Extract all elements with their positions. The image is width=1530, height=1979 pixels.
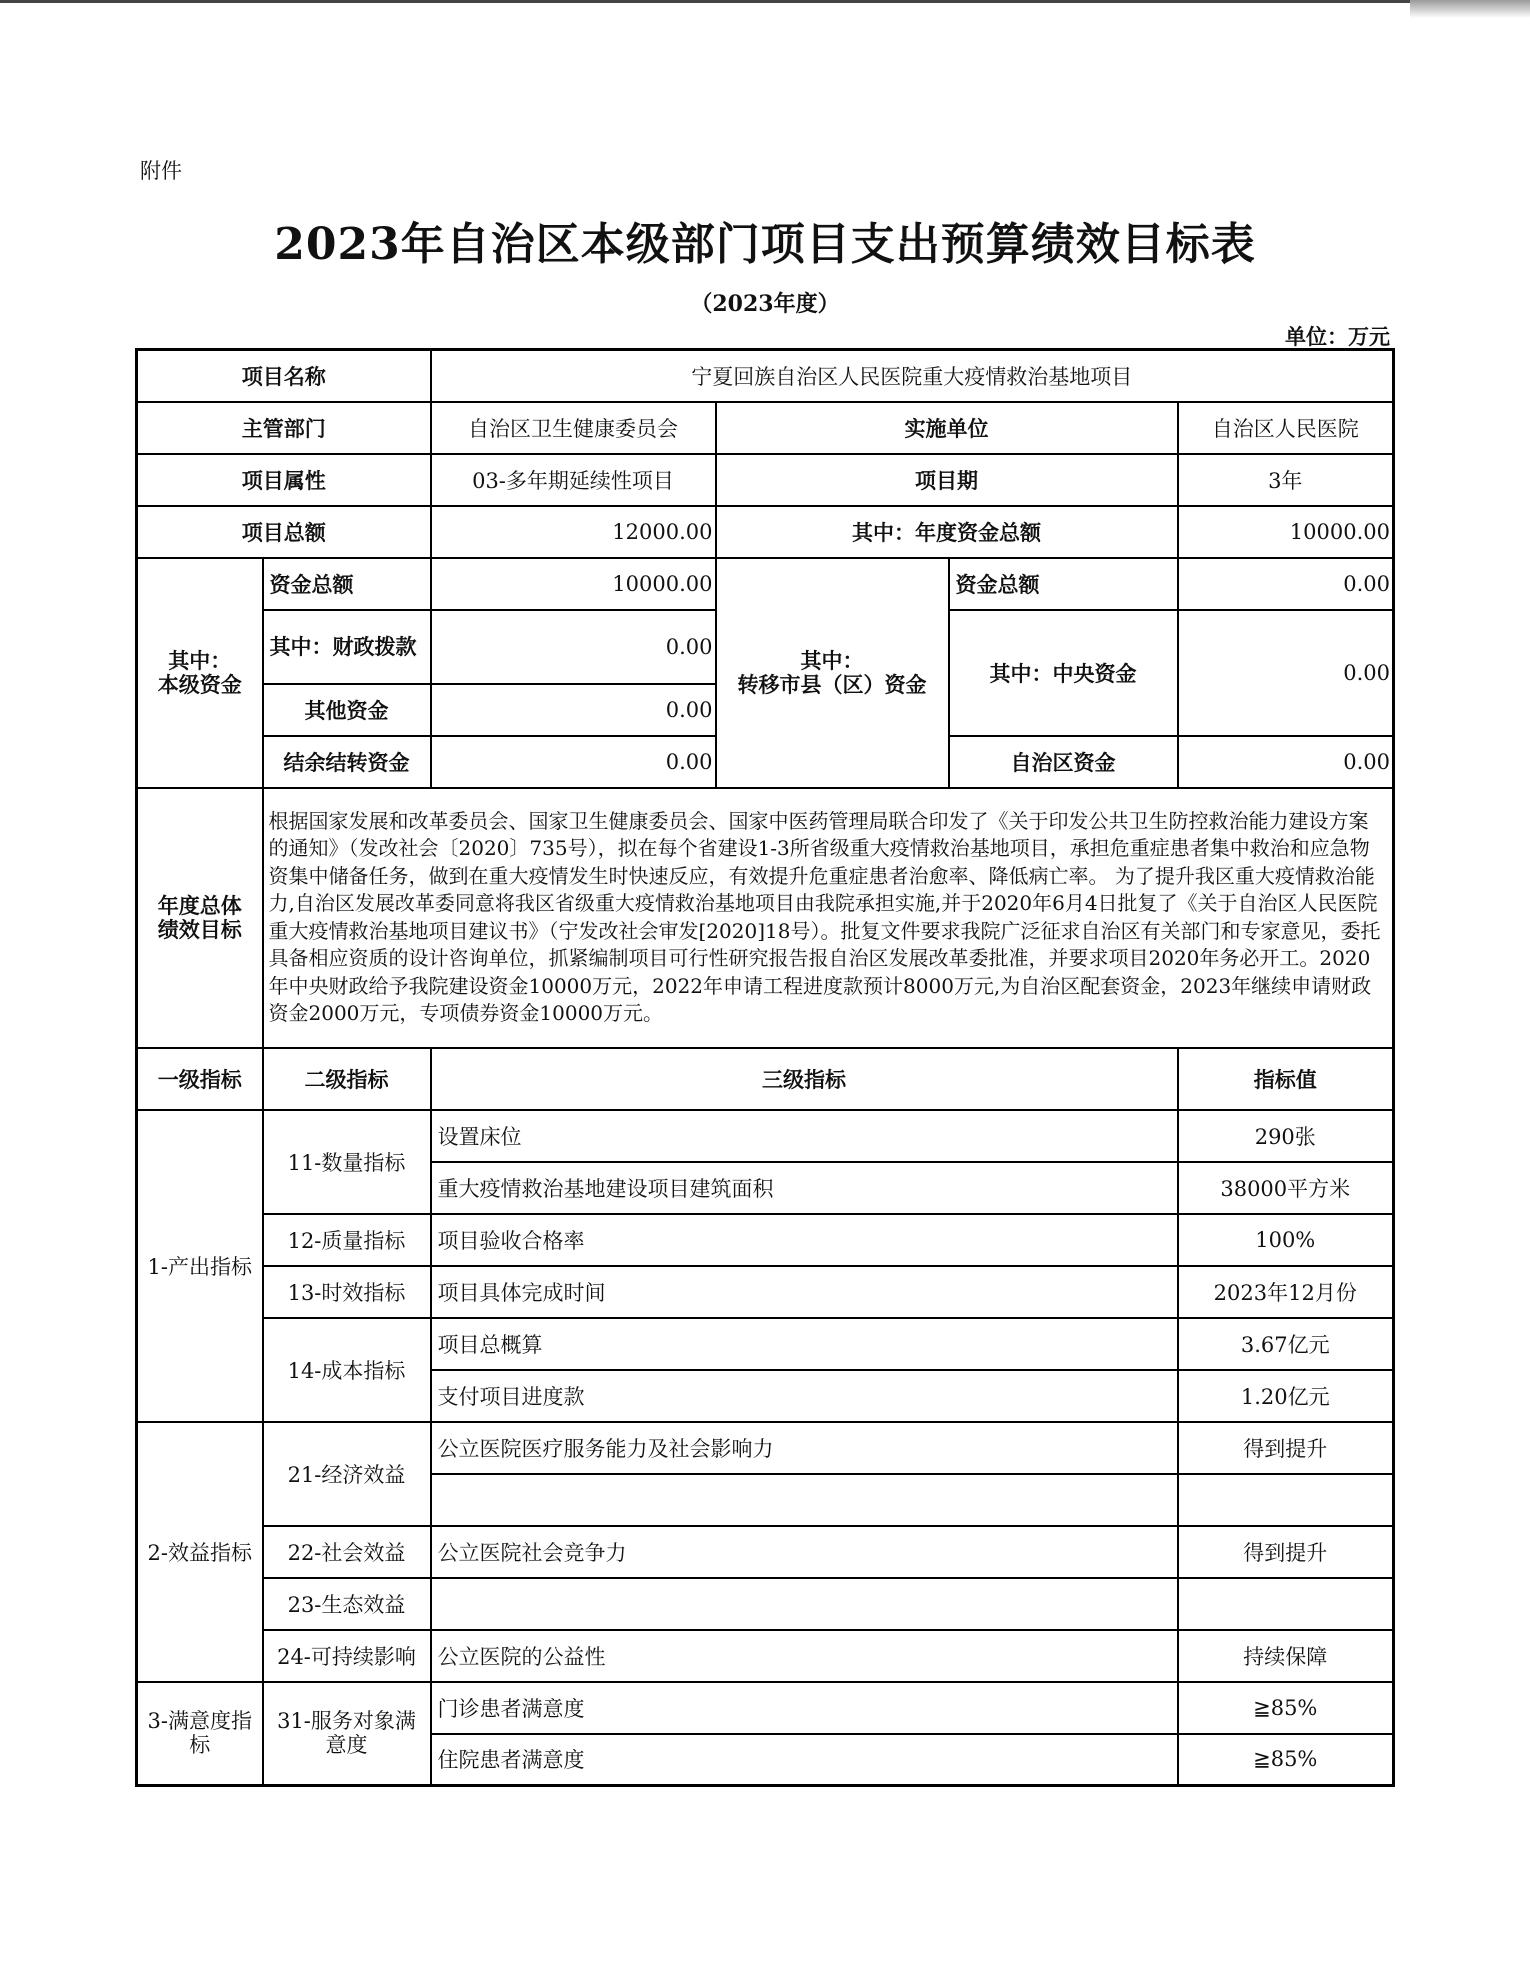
level2-sustainable: 24-可持续影响 — [263, 1630, 431, 1682]
goal-text: 根据国家发展和改革委员会、国家卫生健康委员会、国家中医药管理局联合印发了《关于印发公共卫生防控救治能力建设方案的通知》（发改社会〔2020〕735号），拟在每个省建设1-3所省级重大疫情救治基地项目，承担危重症患者集中救治和应急物资集中储备任务，做到在重大疫情发生时快速反应，有效提升危重症患者治愈率、降低病亡率。 为了提升我区重大疫情救治能力,自治区发展改革委同意将我区省级重大疫情救治基地项目由我院承担实施,并于2020年6月4日批复了《关于自治区人民医院重大疫情救治基地项目建议书》（宁发改社会审发[2020]18号）。批复文件要求我院广泛征求自治区有关部门和专家意见，委托具备相应资质的设计咨询单位，抓紧编制项目可行性研究报告报自治区发展改革委批准，并要求项目2020年务必开工。2020年中央财政给予我院建设资金10000万元，2022年申请工程进度款预计8000万元,为自治区配套资金，2023年继续申请财政资金2000万元，专项债券资金10000万元。 — [263, 788, 1394, 1048]
col-level1: 一级指标 — [137, 1048, 263, 1110]
annual-value: 10000.00 — [1178, 506, 1394, 558]
indicator-value: 290张 — [1178, 1110, 1394, 1162]
row-department — [137, 402, 1394, 454]
page-title: 2023年自治区本级部门项目支出预算绩效目标表 — [274, 219, 1256, 270]
indicator-value: ≧85% — [1178, 1734, 1394, 1786]
level2-quantity: 11-数量指标 — [263, 1110, 431, 1214]
level2-economic: 21-经济效益 — [263, 1422, 431, 1526]
other-value: 0.00 — [431, 684, 716, 736]
attr-label: 项目属性 — [137, 454, 431, 506]
goal-label: 年度总体 绩效目标 — [137, 788, 263, 1048]
indicator-name: 门诊患者满意度 — [431, 1682, 1178, 1734]
col-value: 指标值 — [1178, 1048, 1394, 1110]
indicator-name: 项目总概算 — [431, 1318, 1178, 1370]
central-value: 0.00 — [1178, 610, 1394, 736]
carry-label: 结余结转资金 — [263, 736, 431, 788]
fund-total-value: 10000.00 — [431, 558, 716, 610]
col-level3: 三级指标 — [431, 1048, 1178, 1110]
fund-total-label: 资金总额 — [263, 558, 431, 610]
indicator-value-empty — [1178, 1578, 1394, 1630]
indicator-value-empty — [1178, 1474, 1394, 1526]
indicator-value: ≧85% — [1178, 1682, 1394, 1734]
page-subtitle: （2023年度） — [690, 291, 840, 317]
level1-output: 1-产出指标 — [137, 1110, 263, 1422]
period-label: 项目期 — [716, 454, 1178, 506]
table-row — [137, 1422, 1394, 1474]
level2-service-object: 31-服务对象满意度 — [263, 1682, 431, 1786]
indicator-value: 1.20亿元 — [1178, 1370, 1394, 1422]
transfer-total-value: 0.00 — [1178, 558, 1394, 610]
finance-value: 0.00 — [431, 610, 716, 684]
indicator-name: 设置床位 — [431, 1110, 1178, 1162]
unit-label: 单位：万元 — [1285, 325, 1390, 349]
performance-target-table — [135, 348, 1395, 1787]
transfer-funds-label: 其中： 转移市县（区）资金 — [716, 558, 949, 788]
table-row — [137, 1318, 1394, 1370]
indicator-name: 项目验收合格率 — [431, 1214, 1178, 1266]
dept-label: 主管部门 — [137, 402, 431, 454]
dept-value: 自治区卫生健康委员会 — [431, 402, 716, 454]
project-name-value: 宁夏回族自治区人民医院重大疫情救治基地项目 — [431, 350, 1394, 402]
region-label: 自治区资金 — [949, 736, 1178, 788]
indicator-name: 公立医院社会竞争力 — [431, 1526, 1178, 1578]
col-level2: 二级指标 — [263, 1048, 431, 1110]
indicator-value: 3.67亿元 — [1178, 1318, 1394, 1370]
impl-unit-label: 实施单位 — [716, 402, 1178, 454]
row-project-name — [137, 350, 1394, 402]
level2-ecological: 23-生态效益 — [263, 1578, 431, 1630]
indicator-name: 项目具体完成时间 — [431, 1266, 1178, 1318]
level2-social: 22-社会效益 — [263, 1526, 431, 1578]
total-value: 12000.00 — [431, 506, 716, 558]
indicator-name: 公立医院医疗服务能力及社会影响力 — [431, 1422, 1178, 1474]
total-label: 项目总额 — [137, 506, 431, 558]
region-value: 0.00 — [1178, 736, 1394, 788]
local-funds-label: 其中： 本级资金 — [137, 558, 263, 788]
row-total — [137, 506, 1394, 558]
row-annual-goal — [137, 788, 1394, 1048]
level1-satisfaction: 3-满意度指标 — [137, 1682, 263, 1786]
indicator-name-empty — [431, 1578, 1178, 1630]
table-row — [137, 1630, 1394, 1682]
carry-value: 0.00 — [431, 736, 716, 788]
level2-timeliness: 13-时效指标 — [263, 1266, 431, 1318]
indicator-value: 100% — [1178, 1214, 1394, 1266]
table-row — [137, 1682, 1394, 1734]
period-value: 3年 — [1178, 454, 1394, 506]
level1-benefit: 2-效益指标 — [137, 1422, 263, 1682]
indicator-name: 公立医院的公益性 — [431, 1630, 1178, 1682]
finance-label: 其中：财政拨款 — [263, 610, 431, 684]
other-label: 其他资金 — [263, 684, 431, 736]
annual-label: 其中：年度资金总额 — [716, 506, 1178, 558]
indicator-name: 重大疫情救治基地建设项目建筑面积 — [431, 1162, 1178, 1214]
indicator-value: 38000平方米 — [1178, 1162, 1394, 1214]
table-row — [137, 1266, 1394, 1318]
attachment-label: 附件 — [140, 159, 182, 183]
indicator-name-empty — [431, 1474, 1178, 1526]
table-row — [137, 1578, 1394, 1630]
project-name-label: 项目名称 — [137, 350, 431, 402]
transfer-total-label: 资金总额 — [949, 558, 1178, 610]
indicator-name: 住院患者满意度 — [431, 1734, 1178, 1786]
central-label: 其中：中央资金 — [949, 610, 1178, 736]
scan-corner-shadow — [1410, 0, 1530, 18]
attr-value: 03-多年期延续性项目 — [431, 454, 716, 506]
row-attribute — [137, 454, 1394, 506]
indicator-value: 持续保障 — [1178, 1630, 1394, 1682]
row-indicator-header — [137, 1048, 1394, 1110]
level2-quality: 12-质量指标 — [263, 1214, 431, 1266]
table-row — [137, 1526, 1394, 1578]
indicator-value: 得到提升 — [1178, 1526, 1394, 1578]
indicator-value: 2023年12月份 — [1178, 1266, 1394, 1318]
table-row — [137, 1214, 1394, 1266]
top-edge-line — [0, 0, 1530, 3]
impl-unit-value: 自治区人民医院 — [1178, 402, 1394, 454]
level2-cost: 14-成本指标 — [263, 1318, 431, 1422]
indicator-value: 得到提升 — [1178, 1422, 1394, 1474]
row-funds-1 — [137, 558, 1394, 610]
table-row — [137, 1110, 1394, 1162]
indicator-name: 支付项目进度款 — [431, 1370, 1178, 1422]
